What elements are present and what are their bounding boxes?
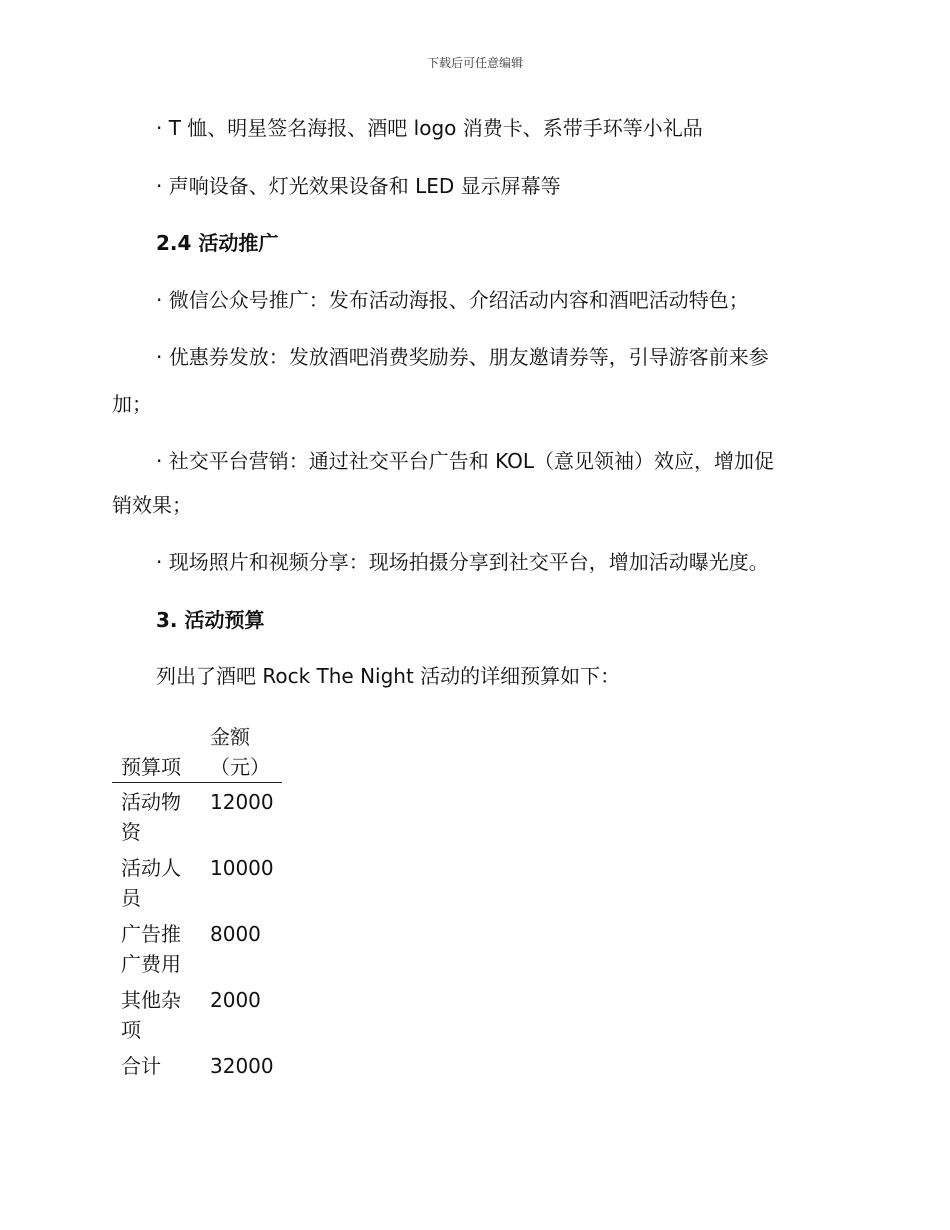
header-amount: 金额（元）: [201, 722, 282, 783]
budget-item-cell: 广告推广费用: [121, 922, 181, 976]
table-row: [112, 849, 282, 915]
total-label-cell: 合计: [121, 1054, 161, 1078]
table-row-total: [112, 1047, 282, 1083]
promo-item-coupon: · 优惠券发放：发放酒吧消费奖励券、朋友邀请券等，引导游客前来参: [156, 345, 769, 369]
header-budget-item: 预算项: [112, 722, 201, 783]
promo-item-wechat: · 微信公众号推广：发布活动海报、介绍活动内容和酒吧活动特色；: [156, 288, 749, 312]
amount-cell: 8000: [210, 922, 261, 946]
amount-cell: 10000: [210, 856, 274, 880]
table-row: [112, 981, 282, 1047]
promo-item-coupon-continued: 加；: [112, 392, 152, 416]
section-heading-promotion: 2.4 活动推广: [156, 231, 279, 255]
equipment-list-item: · 声响设备、灯光效果设备和 LED 显示屏幕等: [156, 174, 561, 198]
budget-table: [112, 722, 282, 1083]
budget-item-cell: 活动物资: [121, 790, 181, 844]
page-header: 下载后可任意编辑: [426, 56, 523, 70]
promo-item-social: · 社交平台营销：通过社交平台广告和 KOL（意见领袖）效应，增加促: [156, 449, 774, 473]
table-row: [112, 915, 282, 981]
section-heading-budget: 3. 活动预算: [156, 608, 265, 632]
amount-cell: 2000: [210, 988, 261, 1012]
table-header-row: [112, 722, 282, 783]
promo-item-sharing: · 现场照片和视频分享：现场拍摄分享到社交平台，增加活动曝光度。: [156, 550, 769, 574]
budget-item-cell: 其他杂项: [121, 988, 181, 1042]
amount-cell: 12000: [210, 790, 274, 814]
budget-intro: 列出了酒吧 Rock The Night 活动的详细预算如下：: [156, 664, 621, 688]
gift-list-item: · T 恤、明星签名海报、酒吧 logo 消费卡、系带手环等小礼品: [156, 116, 703, 140]
budget-item-cell: 活动人员: [121, 856, 181, 910]
promo-item-social-continued: 销效果；: [112, 493, 192, 517]
total-amount-cell: 32000: [210, 1054, 274, 1078]
table-row: [112, 783, 282, 850]
